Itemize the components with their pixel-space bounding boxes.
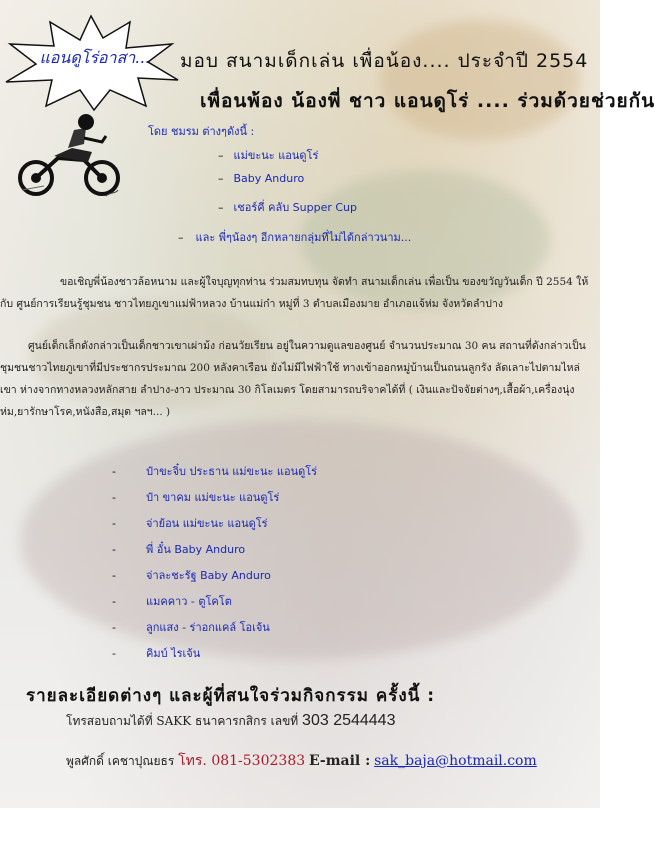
background-photo-area <box>380 20 580 140</box>
contact-person: พูลศักดิ์ เคชาปุณยธร <box>66 754 175 768</box>
list-item: – Baby Anduro <box>218 172 305 185</box>
list-item: - คิมบ์ ไรเจ้น <box>112 647 201 660</box>
supporters-extra: – และ พี่ๆน้องๆ อีกหลายกลุ่มที่ไม่ได้กล่าวนาม... <box>178 231 412 244</box>
supporter-name: Baby Anduro <box>233 172 305 185</box>
donation-point: พี่ อั๋น Baby Anduro <box>146 543 246 556</box>
donation-point: ป๋าขะจิ๋บ ประธาน แม่ขะนะ แอนดูโร่ <box>146 465 318 478</box>
phone-number: โทร. 081-5302383 <box>178 753 306 769</box>
invitation-text: ขอเชิญพี่น้องชาวล้อหนาม และผู้ใจบุญทุกท่าน ร่วมสมทบทุน จัดทำ สนามเด็กเล่น เพื่อเป็น ของขวัญวันเด็ก ปี 2554 ให้ กับ ศูนย์การเรียนรู้ชุมชน ชาวไทยภูเขาแม่ฟ้าหลวง บ้านแม่ก๋า หมู่ที่ 3 ตำบลเมืองมาย อำเภอแจ้ห่ม จังหวัดลำปาง <box>0 276 589 310</box>
bank-contact-line <box>66 712 395 731</box>
list-item: - พี่ อั๋น Baby Anduro <box>112 543 246 556</box>
headline-line1: มอบ สนามเด็กเล่น เพื่อน้อง.... ประจำปี 2554 <box>180 50 589 72</box>
invitation-paragraph <box>0 271 596 315</box>
headline-line2: เพื่อนพ้อง น้องพี่ ชาว แอนดูโร่ .... ร่วมด้วยช่วยกัน <box>200 90 655 112</box>
donation-point: ลูกแสง - ร่าอกแคล์ โอเจ้น <box>146 621 270 634</box>
supporters-list <box>218 146 357 224</box>
donation-point: ป๋า ขาคม แม่ขะนะ แอนดูโร่ <box>146 491 280 504</box>
account-number: 303 2544443 <box>302 712 396 729</box>
list-item: - ป๋าขะจิ๋บ ประธาน แม่ขะนะ แอนดูโร่ <box>112 465 318 478</box>
supporters-title: โดย ชมรม ต่างๆดังนี้ : <box>148 125 255 138</box>
supporter-name: เชอร์คี่ คลับ Supper Cup <box>233 201 358 214</box>
supporter-name: แม่ขะนะ แอนดูโร่ <box>233 149 319 162</box>
list-item: – แม่ขะนะ แอนดูโร่ <box>218 149 319 162</box>
donation-points-list <box>112 462 317 670</box>
donation-point: จ่าละชะรัฐ Baby Anduro <box>146 569 271 582</box>
list-item: - จ่าย้อน แม่ขะนะ แอนดูโร่ <box>112 517 268 530</box>
donation-point: จ่าย้อน แม่ขะนะ แอนดูโร่ <box>146 517 268 530</box>
bank-info-text: โทรสอบถามได้ที่ SAKK ธนาคารกสิกร เลขที่ <box>66 714 299 728</box>
description-paragraph <box>0 335 596 423</box>
list-item: - ลูกแสง - ร่าอกแคล์ โอเจ้น <box>112 621 270 634</box>
description-text: ศูนย์เด็กเล็กดังกล่าวเป็นเด็กชาวเขาเผ่าม้ง ก่อนวัยเรียน อยู่ในความดูแลของศูนย์ จำนวนประมาณ 30 คน สถานที่ดังกล่าวเป็นชุมชนชาวไทยภูเขาที่มีประชากรประมาณ 200 หลังคาเรือน ยังไม่มีไฟฟ้าใช้ ทางเข้าออกหมู่บ้านเป็นถนนลูกรัง ลัดเลาะไปตามไหล่เขา ห่างจากทางหลวงหลักสาย ลำปาง-งาว ประมาณ 30 กิโลเมตร โดยสามารถบริจาคได้ที่ ( เงินและปัจจัยต่างๆ,เสื้อผ้า,เครื่องนุ่งห่ม,ยารักษาโรค,หนังสือ,สมุด ฯลฯ... ) <box>0 340 586 418</box>
email-label: E-mail : <box>308 753 371 769</box>
list-item: – เชอร์คี่ คลับ Supper Cup <box>218 201 358 214</box>
details-heading: รายละเอียดต่างๆ และผู้ที่สนใจร่วมกิจกรรม ครั้งนี้ : <box>26 686 436 706</box>
donation-point: แมคคาว - ตูโคโต <box>146 595 232 608</box>
supporters-extra-text: และ พี่ๆน้องๆ อีกหลายกลุ่มที่ไม่ได้กล่าวนาม... <box>195 231 412 244</box>
donation-point: คิมบ์ ไรเจ้น <box>146 647 201 660</box>
star-label: แอนดูโร่อาสา... <box>39 48 151 67</box>
list-item: - ป๋า ขาคม แม่ขะนะ แอนดูโร่ <box>112 491 280 504</box>
list-item: - จ่าละชะรัฐ Baby Anduro <box>112 569 271 582</box>
phone-email-line <box>66 750 537 772</box>
list-item: - แมคคาว - ตูโคโต <box>112 595 232 608</box>
email-link[interactable]: sak_baja@hotmail.com <box>374 753 537 769</box>
motocross-rider-icon <box>14 108 126 202</box>
